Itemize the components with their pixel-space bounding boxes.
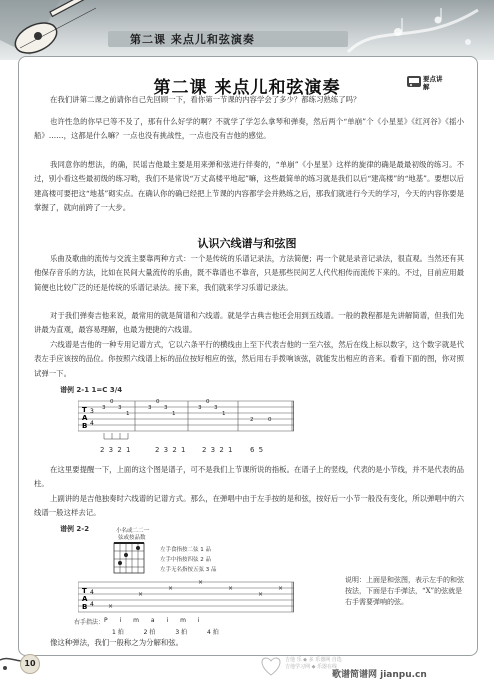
svg-text:3: 3 [148,405,152,411]
stamp-text-2: 吉他学习网 ◆ 乐器在线 [285,664,338,670]
svg-text:0: 0 [268,417,272,423]
beat-2: 2 拍 [143,629,156,636]
jianpu-bar-3: 2 3 2 1 [202,446,234,454]
intro-paragraph-3: 我同意你的想法，的确，民谣吉他最主要是用来弹和弦进行伴奏的，“单崩”《小星星》这样的旋律的确是最最初级的练习。不过，别小看这些最初级的练习哟，我们不是常说“万丈高楼平地起”嘛，这些最简单的练习就是我们以后“建高楼”的“地基”。要想以后建高楼可要把这“地基”砌实点。在确认你的确已经把上节课的内容都学会并熟练之后，那我们就进行今天的学习，今天的内容你要是掌握了，就向前跨了一大步。 [34,160,464,213]
svg-text:B: B [82,422,88,430]
example-1-label: 谱例 2-1 1=C 3/4 [60,386,123,394]
finger-a: a [150,617,155,624]
svg-text:3: 3 [164,405,168,411]
beat-1: 1 拍 [112,629,124,636]
finger-i-2: i [166,617,169,624]
stamp-text-1: 吉他 乐 ◆ 多 乐器网 自选 [285,657,342,663]
example-2-label: 谱例 2-2 [60,525,90,533]
svg-text:×: × [278,585,284,592]
svg-text:3: 3 [102,405,106,411]
key-points-badge-icon [406,74,422,90]
svg-text:1: 1 [222,411,226,417]
svg-text:3: 3 [90,408,94,415]
svg-text:3: 3 [214,405,218,411]
beat-3: 3 拍 [175,629,188,636]
page-number: 10 [20,654,40,674]
finger-note-2: 左手中指按四弦 2 品 [160,557,211,563]
middle-paragraph-2: 上副讲的是吉他独奏时六线谱的记谱方式。那么，在弹唱中由于左手按的是和弦，按好后一小节一般没有变化，所以弹唱中的六线谱一般这样去记。 [34,494,464,518]
tablature-example-2 [78,578,294,618]
beat-labels [112,627,219,636]
svg-text:3: 3 [198,405,202,411]
svg-text:×: × [228,585,234,592]
chord-name-top: 小名或二二一 [116,528,150,534]
closing-paragraph: 像这种弹法，我们一般称之为分解和弦。 [50,638,184,647]
right-hand-fingers [104,617,200,624]
jianpu-bar-2: 2 3 2 1 [155,446,187,454]
jianpu-bar-4: 6 5 [250,446,265,454]
key-points-badge: 要点讲解 [423,75,443,91]
stamp-logo-icon [258,655,284,677]
middle-paragraph-1: 在这里要提醒一下，上面的这个图是谱子，可不是我们上节课所说的指板。在谱子上的竖线，代表的是小节线，并不是代表的品柱。 [34,465,464,489]
chord-name-sub: 弦或按品数 [118,535,146,541]
section-title: 认识六线谱与和弦图 [197,237,297,250]
svg-text:T: T [82,587,87,595]
finger-i: i [119,617,122,624]
svg-text:4: 4 [90,420,94,427]
right-hand-label: 右手指法： [74,619,105,626]
svg-text:×: × [198,579,204,586]
finger-i-3: i [197,617,200,624]
guitar-icon [0,0,120,60]
svg-text:×: × [108,603,114,610]
svg-text:×: × [138,591,144,598]
section-paragraph-2: 对于我们弹奏吉他来说，最常用的就是简谱和六线谱。就是学古典吉他还会用到五线谱。一般的教程都是先讲解简谱，但我们先讲最为直观，最容易理解，也最为便捷的六线谱。 [34,311,464,335]
svg-text:4: 4 [90,601,94,608]
svg-text:×: × [168,585,174,592]
beat-4: 4 拍 [206,629,219,636]
chord-diagram [112,541,148,577]
svg-text:A: A [82,414,88,422]
finger-m: m [133,617,139,624]
chord-explanation: 说明：上面是和弦图，表示左手的和弦按法，下面是右手弹法，“X”的弦就是右手需要弹响的弦。 [345,576,464,606]
svg-text:1: 1 [172,411,176,417]
svg-text:1: 1 [126,411,130,417]
section-paragraph-3: 六线谱是吉他的一种专用记谱方式，它以六条平行的横线由上至下代表吉他的一至六弦，然后在线上标以数字，这个数字就是代表左手应该按的品位。你按照六线谱上标的品位按好相应的弦，然后用右手拨响该弦，就能发出相应的音来。看看下面的图，你对照试弹一下。 [34,340,464,378]
finger-p: P [104,617,108,624]
intro-paragraph-1: 在我们讲第二课之前请你自己先回顾一下，看你第一节课的内容学会了多少？都练习熟练了吗？ [50,95,361,104]
svg-text:0: 0 [156,399,160,405]
svg-text:4: 4 [90,589,94,596]
svg-text:0: 0 [110,399,114,405]
finger-m-2: m [180,617,186,624]
watermark: 歌谱简谱网 jianpu.cn [332,670,427,680]
section-paragraph-1: 乐曲及歌曲的流传与交流主要靠两种方式：一个是传统的乐谱记录法，方法简便；再一个就是录音记录法，很直观。当然还有其他保存音乐的方法，比如在民间大量流传的乐曲，既不靠谱也不靠音，只是那些民间艺人代代相传而流传下来的。不过，目前应用最简便也比较广泛的还是传统的乐谱记录法。接下来，我们就来学习乐谱记录法。 [34,254,464,292]
finger-note-1: 左手食指按二弦 1 品 [160,547,211,553]
jianpu-bar-1: 2 3 2 1 [100,446,132,454]
svg-text:A: A [82,595,88,603]
header-title: 第二课 来点儿和弦演奏 [130,33,255,46]
lesson-title: 第二课 来点儿和弦演奏 [153,78,341,98]
music-notes-decoration-icon [338,2,488,60]
svg-text:3: 3 [118,405,122,411]
svg-text:2: 2 [250,417,254,423]
svg-text:T: T [82,406,87,414]
intro-paragraph-2: 也许性急的你早已等不及了，那有什么好学的啊？不就学了学怎么拿琴和弹奏，然后两个“单崩”个《小星星》《红河谷》《摇小船》……，这都是什么嘛？一点也没有挑战性，一点也没有吉他的感觉。 [34,117,464,141]
finger-note-3: 左手无名指按五弦 3 品 [160,567,217,573]
svg-text:B: B [82,603,88,611]
svg-text:0: 0 [206,399,210,405]
svg-text:×: × [258,591,264,598]
